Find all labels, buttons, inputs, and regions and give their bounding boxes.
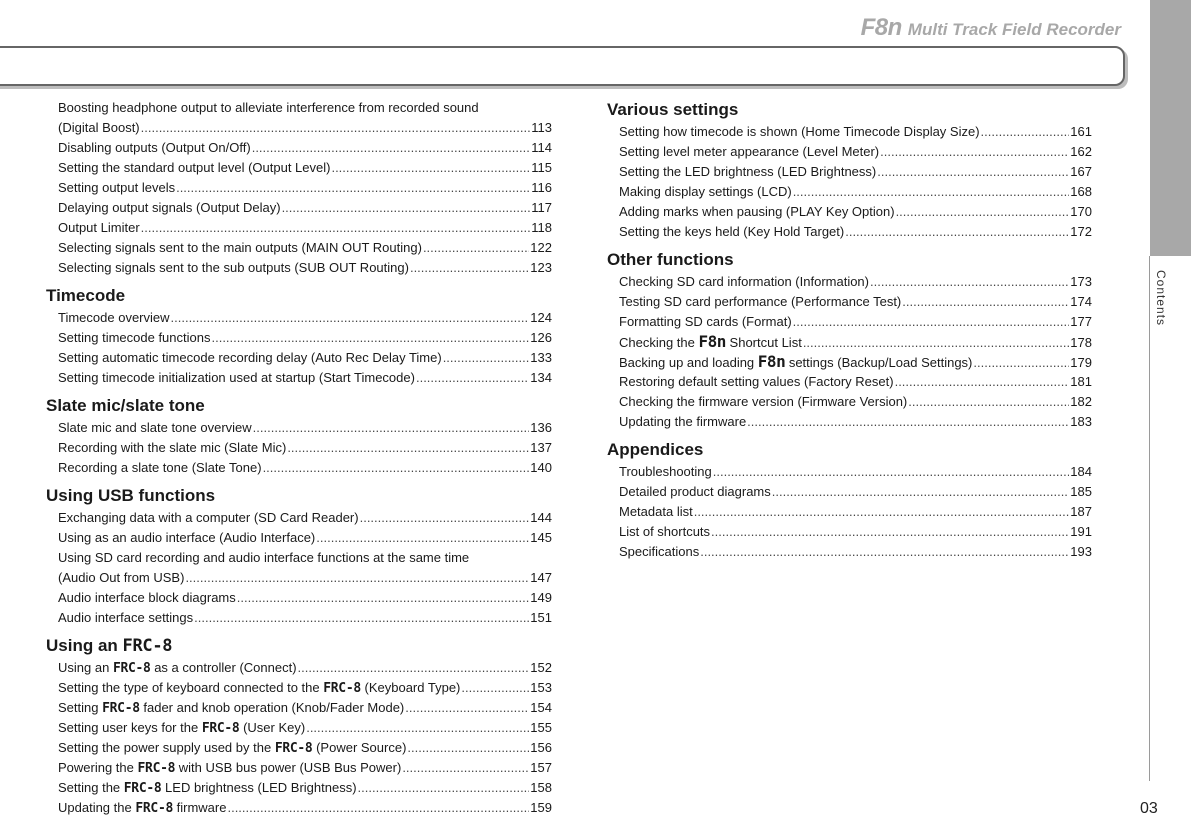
toc-entry[interactable]: Setting the standard output level (Output Level) ..... 115 — [58, 158, 552, 178]
toc-entry[interactable]: Setting output levels ..... 116 — [58, 178, 552, 198]
toc-entry-line1: Using SD card recording and audio interface functions at the same time — [58, 550, 470, 565]
toc-entry[interactable]: Setting level meter appearance (Level Meter) ..... 162 — [619, 142, 1092, 162]
toc-left-column — [46, 98, 552, 818]
side-tab — [1150, 0, 1191, 256]
frc8-logo: FRC-8 — [201, 721, 240, 736]
toc-entry[interactable]: Adding marks when pausing (PLAY Key Option) ..... 170 — [619, 202, 1092, 222]
toc-entry[interactable]: (Audio Out from USB) ..... 147 — [58, 568, 552, 588]
frc8-logo: FRC-8 — [112, 661, 151, 676]
toc-entry[interactable]: Setting how timecode is shown (Home Timecode Display Size) ..... 161 — [619, 122, 1092, 142]
frc8-logo: FRC-8 — [102, 701, 140, 716]
model-subtitle: Multi Track Field Recorder — [907, 20, 1121, 39]
section-heading-frc8: Using an FRC-8 — [46, 636, 173, 656]
toc-entry[interactable]: Backing up and loading F8n settings (Backup/Load Settings) ..... 179 — [619, 352, 1092, 372]
toc-entry[interactable]: Recording with the slate mic (Slate Mic) ..... 137 — [58, 438, 552, 458]
toc-entry[interactable]: Setting user keys for the FRC-8 (User Key) ..... 155 — [58, 718, 552, 738]
header-banner — [0, 46, 1125, 86]
toc-entry[interactable]: Selecting signals sent to the main outputs (MAIN OUT Routing) ..... 122 — [58, 238, 552, 258]
toc-entry[interactable]: Disabling outputs (Output On/Off) ..... 114 — [58, 138, 552, 158]
toc-entry[interactable]: Setting timecode initialization used at startup (Start Timecode) ..... 134 — [58, 368, 552, 388]
document-header-title — [861, 14, 1121, 42]
toc-entry[interactable]: Audio interface block diagrams ..... 149 — [58, 588, 552, 608]
frc8-logo: FRC-8 — [137, 761, 176, 776]
section-heading-slate: Slate mic/slate tone — [46, 396, 205, 415]
toc-entry[interactable]: Delaying output signals (Output Delay) ..... 117 — [58, 198, 552, 218]
toc-entry[interactable]: Using as an audio interface (Audio Interface) ..... 145 — [58, 528, 552, 548]
toc-entry[interactable]: Formatting SD cards (Format) ..... 177 — [619, 312, 1092, 332]
toc-entry-line1: Boosting headphone output to alleviate interference from recorded sound — [58, 100, 479, 115]
toc-entry[interactable]: Timecode overview ..... 124 — [58, 308, 552, 328]
frc8-logo: FRC-8 — [323, 681, 361, 696]
section-heading-timecode: Timecode — [46, 286, 126, 305]
toc-entry[interactable]: Checking SD card information (Information) ..... 173 — [619, 272, 1092, 292]
contents-tab-label: Contents — [1154, 270, 1168, 327]
toc-entry[interactable]: Metadata list ..... 187 — [619, 502, 1092, 522]
toc-entry[interactable]: Testing SD card performance (Performance Test) ..... 174 — [619, 292, 1092, 312]
toc-entry[interactable]: Updating the firmware ..... 183 — [619, 412, 1092, 432]
toc-entry[interactable]: Checking the firmware version (Firmware Version) ..... 182 — [619, 392, 1092, 412]
toc-entry[interactable]: Troubleshooting ..... 184 — [619, 462, 1092, 482]
section-heading-other: Other functions — [607, 250, 734, 269]
toc-entry[interactable]: Setting the type of keyboard connected to the FRC-8 (Keyboard Type) ..... 153 — [58, 678, 552, 698]
toc-entry[interactable]: Detailed product diagrams ..... 185 — [619, 482, 1092, 502]
frc8-logo: FRC-8 — [123, 781, 162, 796]
toc-entry[interactable]: Powering the FRC-8 with USB bus power (USB Bus Power) ..... 157 — [58, 758, 552, 778]
side-divider — [1149, 256, 1150, 781]
toc-entry[interactable]: Specifications ..... 193 — [619, 542, 1092, 562]
toc-right-column — [607, 98, 1092, 562]
f8n-logo: F8n — [757, 352, 786, 371]
section-heading-appendices: Appendices — [607, 440, 704, 459]
toc-entry[interactable]: Setting timecode functions ..... 126 — [58, 328, 552, 348]
frc8-logo: FRC-8 — [274, 741, 313, 756]
section-heading-usb: Using USB functions — [46, 486, 216, 505]
section-heading-various: Various settings — [607, 100, 739, 119]
toc-entry[interactable]: Setting the keys held (Key Hold Target) ..... 172 — [619, 222, 1092, 242]
toc-entry[interactable]: Setting the FRC-8 LED brightness (LED Brightness) ..... 158 — [58, 778, 552, 798]
toc-entry[interactable]: Output Limiter ..... 118 — [58, 218, 552, 238]
toc-entry[interactable]: Selecting signals sent to the sub outputs (SUB OUT Routing) ..... 123 — [58, 258, 552, 278]
toc-entry[interactable]: Setting FRC-8 fader and knob operation (Knob/Fader Mode) ..... 154 — [58, 698, 552, 718]
toc-entry[interactable]: Recording a slate tone (Slate Tone) ..... 140 — [58, 458, 552, 478]
toc-entry[interactable]: Updating the FRC-8 firmware ..... 159 — [58, 798, 552, 818]
toc-entry[interactable]: Audio interface settings ..... 151 — [58, 608, 552, 628]
toc-entry[interactable]: Using an FRC-8 as a controller (Connect) ..... 152 — [58, 658, 552, 678]
toc-entry[interactable]: Restoring default setting values (Factory Reset) ..... 181 — [619, 372, 1092, 392]
toc-entry[interactable]: Checking the F8n Shortcut List ..... 178 — [619, 332, 1092, 352]
frc8-logo: FRC-8 — [122, 636, 173, 656]
toc-entry[interactable]: Setting the LED brightness (LED Brightness) ..... 167 — [619, 162, 1092, 182]
frc8-logo: FRC-8 — [135, 801, 173, 816]
page-number: 03 — [1140, 800, 1158, 817]
f8n-logo: F8n — [698, 332, 726, 351]
toc-entry[interactable]: Setting automatic timecode recording delay (Auto Rec Delay Time) ..... 133 — [58, 348, 552, 368]
toc-entry[interactable]: List of shortcuts ..... 191 — [619, 522, 1092, 542]
toc-entry[interactable]: Slate mic and slate tone overview ..... 136 — [58, 418, 552, 438]
toc-entry[interactable]: Making display settings (LCD) ..... 168 — [619, 182, 1092, 202]
toc-entry[interactable]: Exchanging data with a computer (SD Card Reader) ..... 144 — [58, 508, 552, 528]
toc-entry[interactable]: Setting the power supply used by the FRC-8 (Power Source) ..... 156 — [58, 738, 552, 758]
model-name: F8n — [860, 14, 902, 41]
toc-entry[interactable]: (Digital Boost) ..... 113 — [58, 118, 552, 138]
